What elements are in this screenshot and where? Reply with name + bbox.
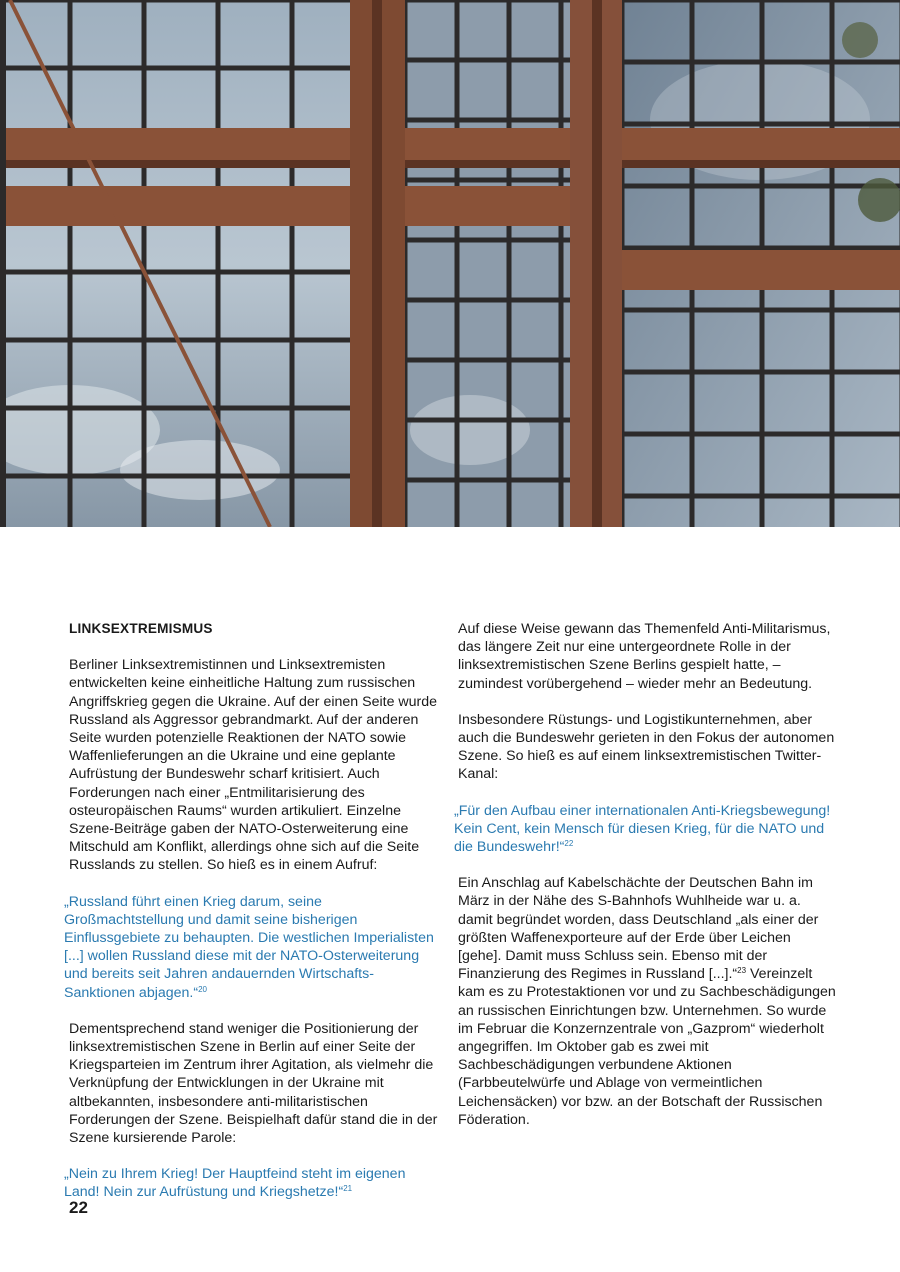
- left-quote-2-text: „Nein zu Ihrem Krieg! Der Hauptfeind steht im eigenen Land! Nein zur Aufrüstung und Kriegshetze!“: [64, 1166, 406, 1201]
- left-paragraph-2: Dementsprechend stand weniger die Positionierung der linksextremistischen Szene in Berlin auf einer Seite der Kriegsparteien im Zentrum ihrer Agitation, als vielmehr die Verknüpfung der Entwicklungen in der Ukraine mit altbekannten, insbesondere anti-militaristischen Forderungen der Szene. Beispielhaft dafür stand die in der Szene kursierende Parole:: [69, 1020, 438, 1147]
- footnote-ref-22: 22: [564, 839, 574, 849]
- right-paragraph-3: [458, 874, 838, 1129]
- right-quote-1-text: „Für den Aufbau einer internationalen Anti-Kriegsbewegung! Kein Cent, kein Mensch für diesen Krieg, für die NATO und die Bundeswehr!“: [454, 802, 831, 856]
- footnote-ref-23: 23: [737, 966, 747, 976]
- left-quote-2: [64, 1165, 441, 1201]
- glass-facade-photo: [0, 0, 900, 527]
- section-heading: LINKSEXTREMISMUS: [69, 621, 213, 636]
- facade-illustration: [0, 0, 900, 527]
- right-paragraph-2: Insbesondere Rüstungs- und Logistikunternehmen, aber auch die Bundeswehr gerieten in den Fokus der autonomen Szene. So hieß es auf einem linksextremistischen Twitter-Kanal:: [458, 711, 835, 783]
- left-quote-1: [64, 893, 441, 1002]
- page-number: 22: [69, 1198, 88, 1217]
- right-paragraph-1: Auf diese Weise gewann das Themenfeld Anti-Militarismus, das längere Zeit nur eine untergeordnete Rolle in der linksextremistischen Szene Berlins gespielt hatte, – zumindest vorübergehend – wieder mehr an Bedeutung.: [458, 621, 831, 692]
- left-column: [64, 620, 441, 1220]
- left-paragraph-1: Berliner Linksextremistinnen und Linksextremisten entwickelten keine einheitliche Haltung zum russischen Angriffskrieg gegen die Ukraine. Auf der einen Seite wurde Russland als Aggressor gebrandmarkt. Auf der anderen Seite wurden potenzielle Reaktionen der NATO sowie Waffenlieferungen an die Ukraine und eine geplante Aufrüstung der Bundeswehr scharf kritisiert. Auch Forderungen nach einer „Entmilitarisierung des osteuropäischen Raums“ wurden artikuliert. Einzelne Szene-Beiträge gaben der NATO-Osterweiterung eine Mitschuld am Konflikt, allerdings ohne sich auf die Seite Russlands zu stellen. So hieß es in einem Aufruf:: [69, 657, 438, 874]
- footnote-ref-20: 20: [198, 984, 208, 994]
- right-column: [454, 620, 838, 1147]
- right-paragraph-3-part-b: Vereinzelt kam es zu Protestaktionen vor und zu Sachbeschädigungen an russischen Einrichtungen bzw. Unternehmen. So wurde im Februar die Konzernzentrale von „Gazprom“ wiederholt angegriffen. Im Oktober gab es zwei mit Sachbeschädigungen verbundene Aktionen (Farbbeutelwürfe und Ablage von vermeintlichen Leichensäcken) vor bzw. an der Botschaft der Russischen Föderation.: [458, 966, 836, 1128]
- right-paragraph-3-part-a: Ein Anschlag auf Kabelschächte der Deutschen Bahn im März in der Nähe des S-Bahnhofs Wuhlheide war u. a. damit begründet worden, dass Deutschland „als einer der größten Waffenexporteure auf der Erde über Leichen [gehe]. Damit muss Schluss sein. Ebenso mit der Finanzierung des Regimes in Russland [...].“: [458, 875, 819, 983]
- footnote-ref-21: 21: [343, 1184, 353, 1194]
- right-quote-1: [454, 802, 838, 857]
- left-quote-1-text: „Russland führt einen Krieg darum, seine Großmachtstellung und damit seine bisherigen Einflussgebiete zu behaupten. Die westlichen Imperialisten [...] wollen Russland diese mit der NATO-Osterweiterung und bereits seit Jahren andauernden Wirtschafts-Sanktionen abjagen.“: [64, 893, 434, 1001]
